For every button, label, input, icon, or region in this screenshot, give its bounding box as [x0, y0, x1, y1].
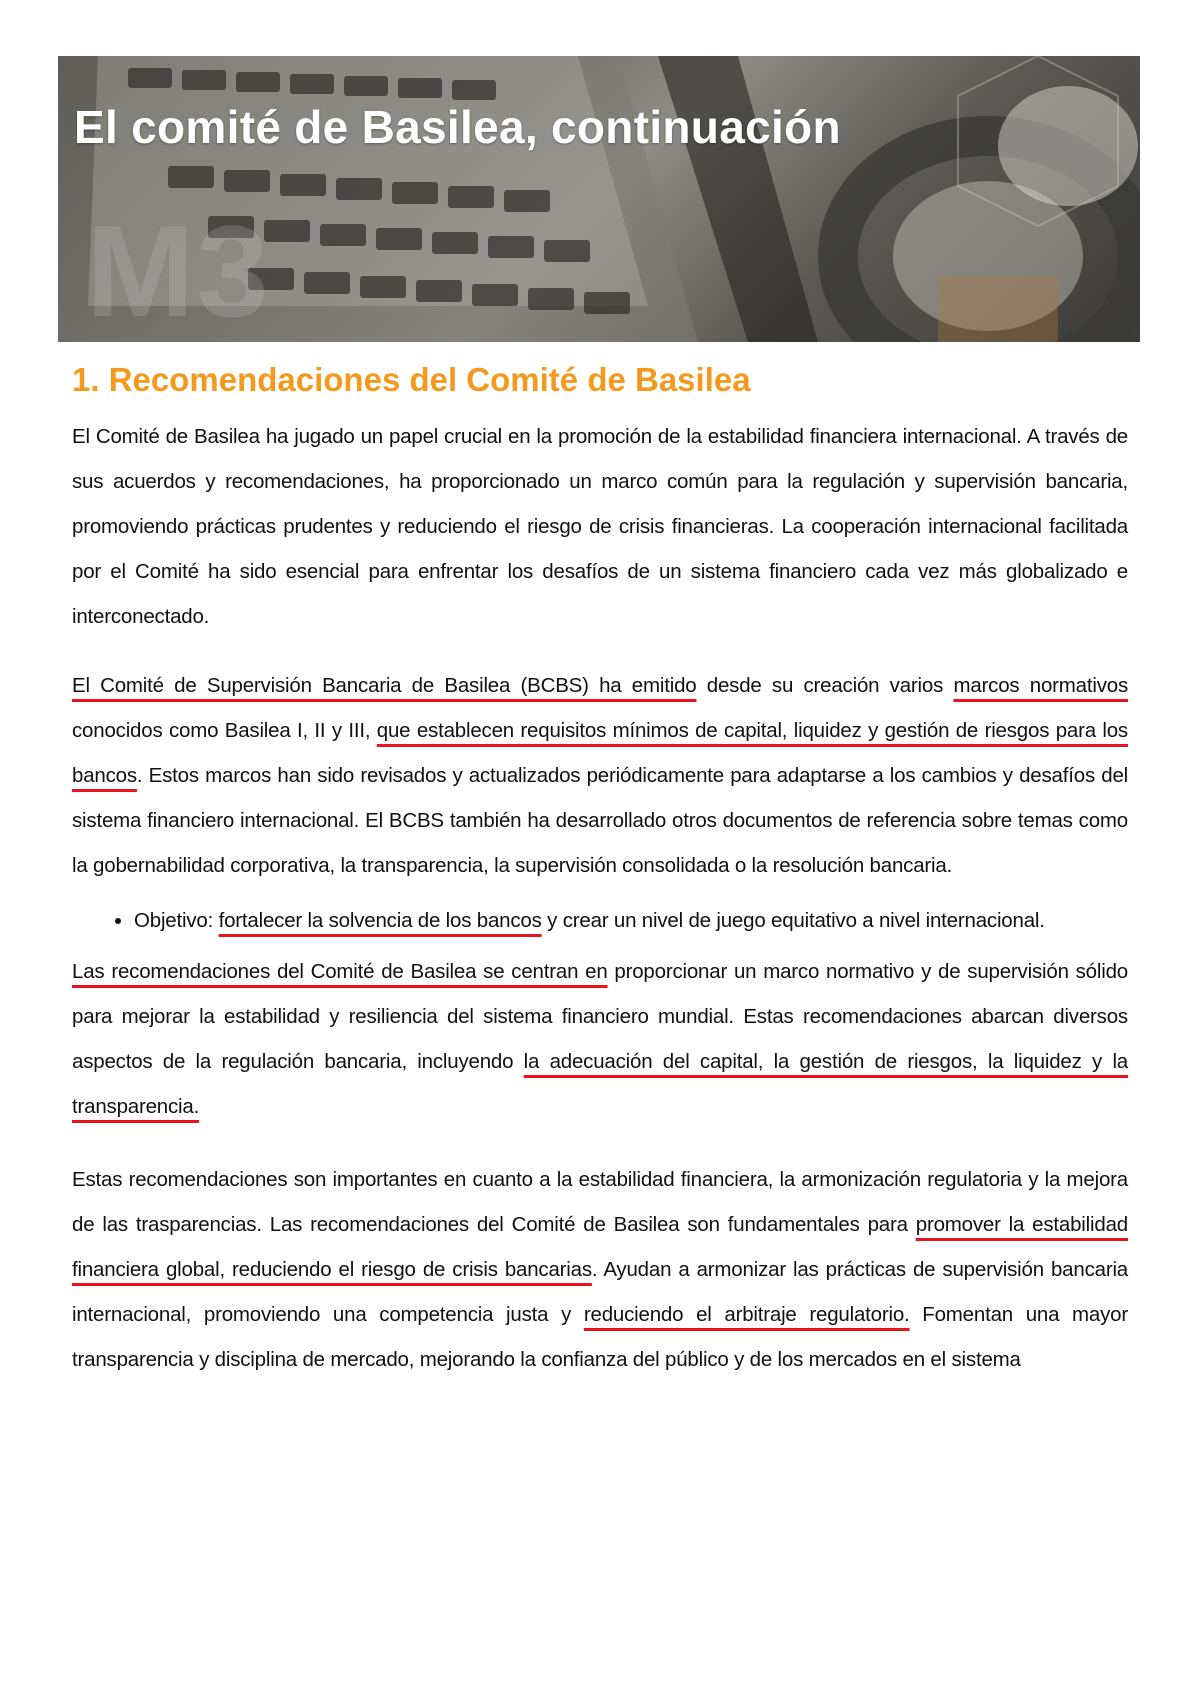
paragraph-text: proporcionar un marco normativo y de supervisión sólido para mejorar la estabilidad y resiliencia del sistema financiero mundial. Estas recomendaciones abarcan diversos aspectos de la regulación bancaria, incluyendo [72, 960, 1128, 1073]
underlined-text: marcos normativos [953, 674, 1128, 697]
module-watermark: M3 [86, 198, 271, 342]
underlined-text: reduciendo el arbitraje regulatorio. [583, 1303, 910, 1326]
underlined-text: la adecuación del capital, la gestión de riesgos, la liquidez y la transparencia. [72, 1050, 1128, 1118]
underlined-text: promover la estabilidad financiera global, reduciendo el riesgo de crisis bancarias [72, 1213, 1128, 1281]
section-heading: 1. Recomendaciones del Comité de Basilea [72, 361, 751, 398]
paragraph-2 [72, 663, 1128, 888]
underlined-text: fortalecer la solvencia de los bancos [218, 909, 542, 932]
underlined-text: Las recomendaciones del Comité de Basilea se centran en [72, 960, 608, 983]
paragraph-4 [72, 1157, 1128, 1382]
header-banner [58, 56, 1140, 342]
paragraph-text: Estas recomendaciones son importantes en cuanto a la estabilidad financiera, la armonización regulatoria y la mejora de las trasparencias. Las recomendaciones del Comité de Basilea son fundamentales para [72, 1168, 1128, 1236]
underlined-text: El Comité de Supervisión Bancaria de Basilea (BCBS) ha emitido [72, 674, 697, 697]
underlined-text: que establecen requisitos mínimos de capital, liquidez y gestión de riesgos para los bancos [72, 719, 1128, 787]
paragraph-text: . Estos marcos han sido revisados y actualizados periódicamente para adaptarse a los cambios y desafíos del sistema financiero internacional. El BCBS también ha desarrollado otros documentos de referencia sobre temas como la gobernabilidad corporativa, la transparencia, la supervisión consolidada o la resolución bancaria. [72, 764, 1128, 877]
document-body [72, 360, 1128, 1382]
paragraph-text: . Ayudan a armonizar las prácticas de supervisión bancaria internacional, promoviendo una competencia justa y [72, 1258, 1128, 1326]
paragraph-1: El Comité de Basilea ha jugado un papel crucial en la promoción de la estabilidad financiera internacional. A través de sus acuerdos y recomendaciones, ha proporcionado un marco común para la regulación y supervisión bancaria, promoviendo prácticas prudentes y reduciendo el riesgo de crisis financieras. La cooperación internacional facilitada por el Comité ha sido esencial para enfrentar los desafíos de un sistema financiero cada vez más globalizado e interconectado. [72, 425, 1128, 628]
page-title: El comité de Basilea, continuación [74, 101, 841, 153]
paragraph-3 [72, 949, 1128, 1129]
paragraph-text: conocidos como Basilea I, II y III, [72, 719, 377, 742]
paragraph-text: Fomentan una mayor transparencia y disciplina de mercado, mejorando la confianza del público y de los mercados en el sistema [72, 1303, 1129, 1371]
paragraph-text: y crear un nivel de juego equitativo a nivel internacional. [541, 909, 1045, 932]
bullet-label: Objetivo: [134, 909, 219, 932]
paragraph-text: desde su creación varios [696, 674, 954, 697]
bullet-list [72, 898, 1128, 943]
list-item [134, 898, 1128, 943]
